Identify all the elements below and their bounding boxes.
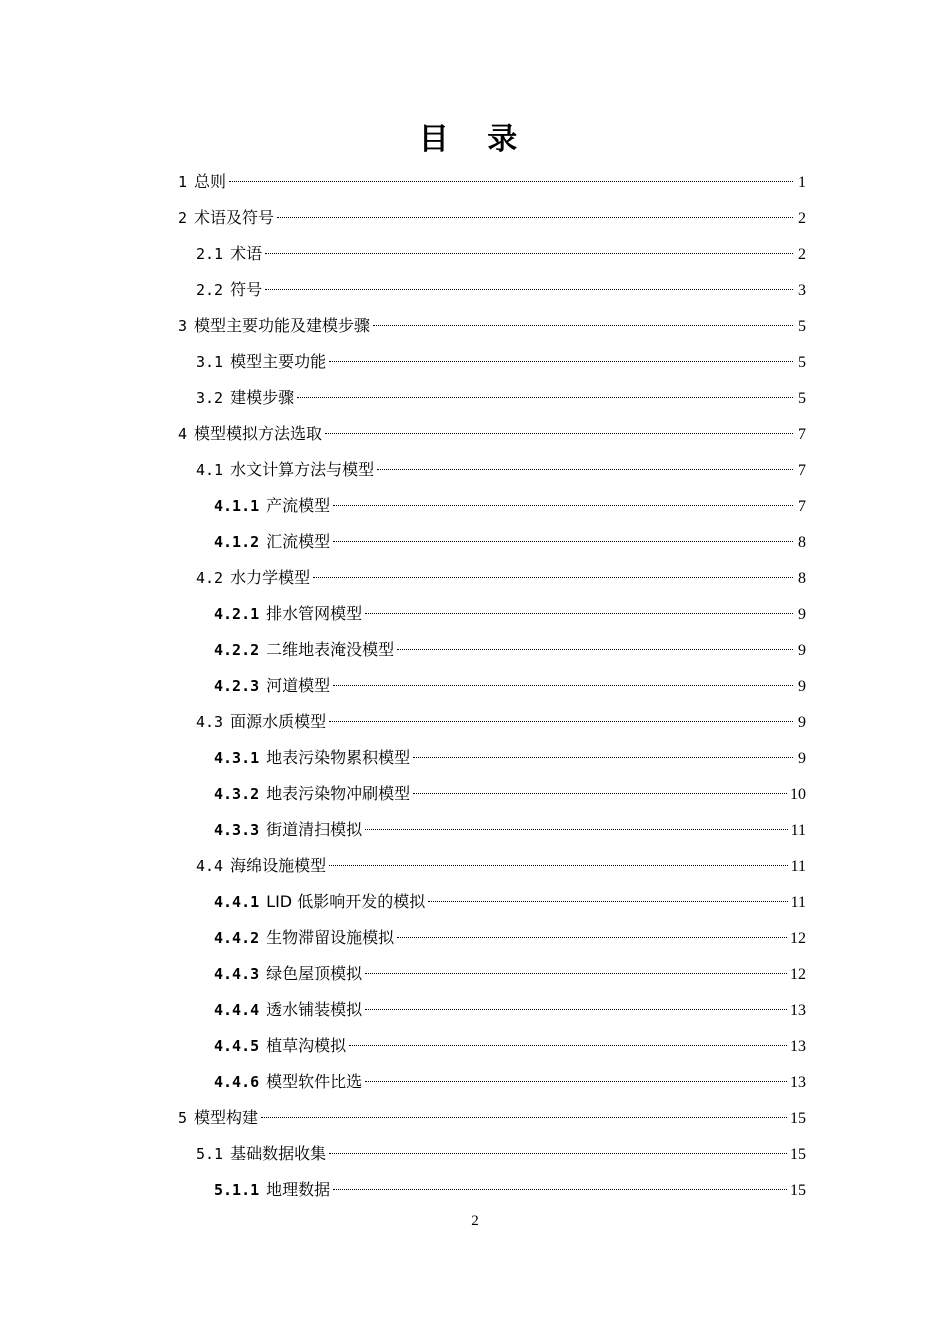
toc-entry-number: 4.4.1 [214, 893, 260, 911]
toc-entry-label: 河道模型 [266, 676, 331, 695]
toc-entry-number: 4.2.1 [214, 605, 260, 623]
toc-entry[interactable] [178, 600, 806, 636]
toc-entry-label: 生物滞留设施模拟 [266, 928, 395, 947]
toc-entry-number: 5.1 [196, 1145, 224, 1163]
table-of-contents [178, 168, 806, 1212]
toc-dot-leader [397, 937, 787, 938]
toc-entry-number: 4.4.4 [214, 1001, 260, 1019]
toc-entry-page: 5 [798, 318, 806, 335]
toc-dot-leader [365, 973, 787, 974]
toc-entry[interactable] [178, 780, 806, 816]
toc-entry-label: 海绵设施模型 [230, 856, 327, 875]
toc-dot-leader [329, 361, 793, 362]
toc-entry-page: 15 [790, 1146, 806, 1163]
toc-entry-number: 4.4.5 [214, 1037, 260, 1055]
toc-dot-leader [333, 685, 793, 686]
toc-entry-page: 15 [790, 1182, 806, 1199]
toc-entry[interactable] [178, 204, 806, 240]
toc-entry[interactable] [178, 708, 806, 744]
toc-entry-number: 2.2 [196, 281, 224, 299]
toc-entry-number: 4.4.2 [214, 929, 260, 947]
toc-entry-page: 7 [798, 498, 806, 515]
toc-entry-number: 4.3 [196, 713, 224, 731]
toc-entry[interactable] [178, 924, 806, 960]
toc-entry-label: 符号 [230, 280, 263, 299]
toc-entry-label: 绿色屋顶模拟 [266, 964, 363, 983]
toc-dot-leader [265, 253, 793, 254]
toc-entry-number: 3 [178, 317, 188, 335]
toc-dot-leader [365, 1009, 787, 1010]
toc-entry-number: 4.3.1 [214, 749, 260, 767]
toc-entry-number: 4.2.3 [214, 677, 260, 695]
toc-entry-label: 模型构建 [194, 1108, 259, 1127]
toc-entry-label: 水文计算方法与模型 [230, 460, 375, 479]
toc-entry-number: 3.2 [196, 389, 224, 407]
toc-entry-label: 二维地表淹没模型 [266, 640, 395, 659]
toc-entry-number: 5.1.1 [214, 1181, 260, 1199]
toc-entry-number: 4.2 [196, 569, 224, 587]
toc-entry-label: 水力学模型 [230, 568, 311, 587]
toc-entry[interactable] [178, 888, 806, 924]
toc-entry-label: 总则 [194, 172, 227, 191]
toc-entry-number: 4.3.2 [214, 785, 260, 803]
toc-entry-page: 7 [798, 462, 806, 479]
toc-dot-leader [333, 541, 793, 542]
toc-entry-page: 5 [798, 390, 806, 407]
toc-entry-page: 15 [790, 1110, 806, 1127]
toc-dot-leader [297, 397, 793, 398]
page-title: 目 录 [418, 122, 532, 157]
toc-dot-leader [333, 505, 793, 506]
toc-entry-label: 地表污染物累积模型 [266, 748, 411, 767]
toc-dot-leader [329, 721, 793, 722]
toc-entry-page: 13 [790, 1074, 806, 1091]
toc-entry[interactable] [178, 744, 806, 780]
toc-entry-page: 2 [798, 246, 806, 263]
toc-dot-leader [428, 901, 787, 902]
toc-entry-page: 8 [798, 570, 806, 587]
toc-entry-label: 建模步骤 [230, 388, 295, 407]
toc-entry-page: 2 [798, 210, 806, 227]
toc-dot-leader [365, 1081, 787, 1082]
toc-entry-number: 4.4.6 [214, 1073, 260, 1091]
toc-entry-label: 排水管网模型 [266, 604, 363, 623]
toc-entry-label: 模型主要功能及建模步骤 [194, 316, 371, 335]
toc-dot-leader [229, 181, 793, 182]
toc-entry-label: 模型软件比选 [266, 1072, 363, 1091]
toc-entry-page: 13 [790, 1002, 806, 1019]
toc-dot-leader [333, 1189, 787, 1190]
toc-entry-label: LID 低影响开发的模拟 [266, 892, 426, 911]
toc-dot-leader [413, 793, 787, 794]
toc-entry-page: 12 [790, 930, 806, 947]
toc-entry-label: 产流模型 [266, 496, 331, 515]
toc-entry[interactable] [178, 348, 806, 384]
toc-entry-number: 5 [178, 1109, 188, 1127]
toc-entry-label: 术语 [230, 244, 263, 263]
toc-entry-number: 4.1.1 [214, 497, 260, 515]
toc-entry[interactable] [178, 528, 806, 564]
toc-dot-leader [261, 1117, 787, 1118]
toc-dot-leader [277, 217, 793, 218]
toc-entry[interactable] [178, 276, 806, 312]
toc-entry-number: 2 [178, 209, 188, 227]
toc-entry[interactable] [178, 240, 806, 276]
toc-entry-number: 4.1 [196, 461, 224, 479]
toc-entry-label: 汇流模型 [266, 532, 331, 551]
toc-entry[interactable] [178, 564, 806, 600]
toc-entry-label: 基础数据收集 [230, 1144, 327, 1163]
toc-entry-label: 地理数据 [266, 1180, 331, 1199]
toc-dot-leader [365, 613, 793, 614]
toc-entry-page: 9 [798, 714, 806, 731]
toc-entry-page: 9 [798, 750, 806, 767]
toc-entry-page: 1 [798, 174, 806, 191]
toc-entry-page: 13 [790, 1038, 806, 1055]
toc-dot-leader [265, 289, 793, 290]
toc-entry[interactable] [178, 960, 806, 996]
toc-dot-leader [329, 865, 787, 866]
toc-entry-page: 12 [790, 966, 806, 983]
toc-entry-page: 9 [798, 606, 806, 623]
toc-entry[interactable] [178, 1140, 806, 1176]
toc-entry[interactable] [178, 1068, 806, 1104]
toc-entry[interactable] [178, 996, 806, 1032]
toc-dot-leader [329, 1153, 787, 1154]
toc-entry-page: 9 [798, 642, 806, 659]
toc-dot-leader [413, 757, 793, 758]
toc-entry-label: 街道清扫模拟 [266, 820, 363, 839]
toc-entry-number: 2.1 [196, 245, 224, 263]
toc-entry-label: 植草沟模拟 [266, 1036, 347, 1055]
toc-entry[interactable] [178, 492, 806, 528]
toc-entry[interactable] [178, 312, 806, 348]
toc-entry-number: 4.3.3 [214, 821, 260, 839]
toc-entry[interactable] [178, 168, 806, 204]
toc-entry-number: 4.4 [196, 857, 224, 875]
toc-dot-leader [325, 433, 793, 434]
toc-entry-number: 3.1 [196, 353, 224, 371]
toc-entry[interactable] [178, 456, 806, 492]
toc-entry-label: 面源水质模型 [230, 712, 327, 731]
toc-entry-page: 7 [798, 426, 806, 443]
toc-entry[interactable] [178, 1104, 806, 1140]
toc-entry-number: 4.4.3 [214, 965, 260, 983]
page-number: 2 [471, 1213, 479, 1229]
toc-entry-page: 11 [790, 858, 806, 875]
toc-entry-page: 10 [790, 786, 806, 803]
toc-entry[interactable] [178, 1032, 806, 1068]
toc-entry-label: 术语及符号 [194, 208, 275, 227]
toc-entry-number: 4 [178, 425, 188, 443]
toc-entry-label: 透水铺装模拟 [266, 1000, 363, 1019]
toc-entry[interactable] [178, 852, 806, 888]
toc-dot-leader [373, 325, 793, 326]
toc-entry[interactable] [178, 420, 806, 456]
toc-entry-number: 4.2.2 [214, 641, 260, 659]
toc-dot-leader [397, 649, 793, 650]
toc-entry-page: 9 [798, 678, 806, 695]
toc-entry-page: 8 [798, 534, 806, 551]
toc-dot-leader [313, 577, 793, 578]
toc-entry-page: 3 [798, 282, 806, 299]
toc-entry-page: 11 [790, 822, 806, 839]
toc-entry-page: 11 [790, 894, 806, 911]
toc-dot-leader [365, 829, 787, 830]
toc-entry-number: 4.1.2 [214, 533, 260, 551]
toc-entry-label: 模型模拟方法选取 [194, 424, 323, 443]
toc-entry[interactable] [178, 816, 806, 852]
toc-entry-page: 5 [798, 354, 806, 371]
toc-dot-leader [377, 469, 793, 470]
toc-entry[interactable] [178, 384, 806, 420]
toc-entry[interactable] [178, 636, 806, 672]
toc-entry[interactable] [178, 1176, 806, 1212]
toc-entry[interactable] [178, 672, 806, 708]
toc-entry-label: 地表污染物冲刷模型 [266, 784, 411, 803]
toc-entry-number: 1 [178, 173, 188, 191]
toc-entry-label: 模型主要功能 [230, 352, 327, 371]
toc-dot-leader [349, 1045, 787, 1046]
